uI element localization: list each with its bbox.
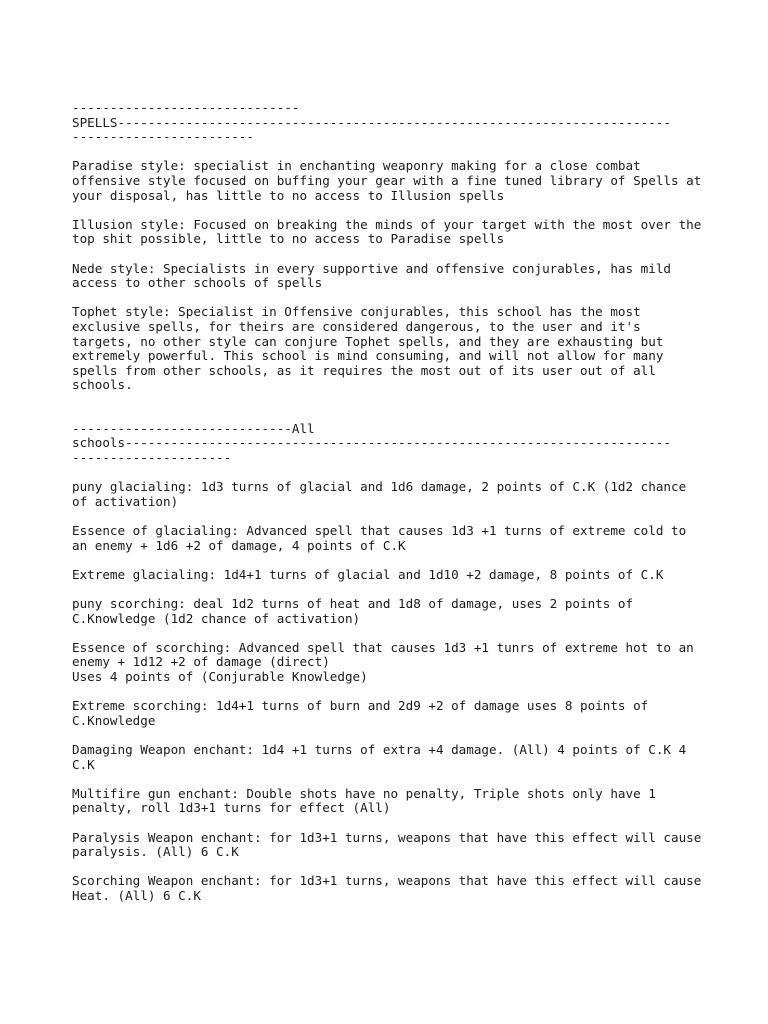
document-page <box>72 101 702 903</box>
spells-section-header <box>72 101 702 145</box>
style-nede: Nede style: Specialists in every supportive and offensive conjurables, has mild access to other schools of spells <box>72 260 671 291</box>
divider-line: ------------------------------ <box>72 100 300 115</box>
style-tophet: Tophet style: Specialist in Offensive conjurables, this school has the most exclusive spells, for theirs are considered dangerous, to the user and it's targets, no other style can conjure Tophet spells, and they are exhausting but extremely powerful. This school is mind consuming, and will not allow for many spells from other schools, as it requires the most out of its user out of all schools. <box>72 304 664 393</box>
spell-damaging-weapon-enchant: Damaging Weapon enchant: 1d4 +1 turns of extra +4 damage. (All) 4 points of C.K 4 C.K <box>72 741 687 772</box>
spell-multifire-gun-enchant: Multifire gun enchant: Double shots have no penalty, Triple shots only have 1 penalty, roll 1d3+1 turns for effect (All) <box>72 785 656 816</box>
spell-extreme-glacialing: Extreme glacialing: 1d4+1 turns of glacial and 1d10 +2 damage, 8 points of C.K <box>72 566 664 582</box>
spell-paralysis-weapon-enchant: Paralysis Weapon enchant: for 1d3+1 turns, weapons that have this effect will cause paralysis. (All) 6 C.K <box>72 829 702 860</box>
spell-extreme-scorching: Extreme scorching: 1d4+1 turns of burn and 2d9 +2 of damage uses 8 points of C.Knowledge <box>72 698 649 728</box>
spell-puny-scorching: puny scorching: deal 1d2 turns of heat and 1d8 of damage, uses 2 points of C.Knowledge (1d2 chance of activation) <box>72 596 634 626</box>
divider-line: ------------------------ <box>72 129 254 145</box>
spell-scorching-weapon-enchant: Scorching Weapon enchant: for 1d3+1 turns, weapons that have this effect will cause Heat. (All) 6 C.K <box>72 873 702 903</box>
all-heading: -----------------------------All <box>72 420 315 436</box>
all-schools-section-header <box>72 422 702 466</box>
spell-essence-of-scorching: Essence of scorching: Advanced spell that causes 1d3 +1 tunrs of extreme hot to an enemy + 1d12 +2 of damage (direct) Uses 4 points of (Conjurable Knowledge) <box>72 639 694 684</box>
style-illusion: Illusion style: Focused on breaking the minds of your target with the most over the top shit possible, little to no access to Paradise spells <box>72 216 702 247</box>
spell-essence-of-glacialing: Essence of glacialing: Advanced spell that causes 1d3 +1 turns of extreme cold to an enemy + 1d6 +2 of damage, 4 points of C.K <box>72 523 687 553</box>
style-paradise: Paradise style: specialist in enchanting weaponry making for a close combat offensive style focused on buffing your gear with a fine tuned library of Spells at your disposal, has little to no access to Illusion spells <box>72 158 702 203</box>
divider-line: --------------------- <box>72 450 232 466</box>
spell-puny-glacialing: puny glacialing: 1d3 turns of glacial and 1d6 damage, 2 points of C.K (1d2 chance of activation) <box>72 479 687 509</box>
spells-heading: SPELLS------------------------------------------------------------------------- <box>72 114 671 130</box>
schools-heading: schools------------------------------------------------------------------------ <box>72 435 671 451</box>
